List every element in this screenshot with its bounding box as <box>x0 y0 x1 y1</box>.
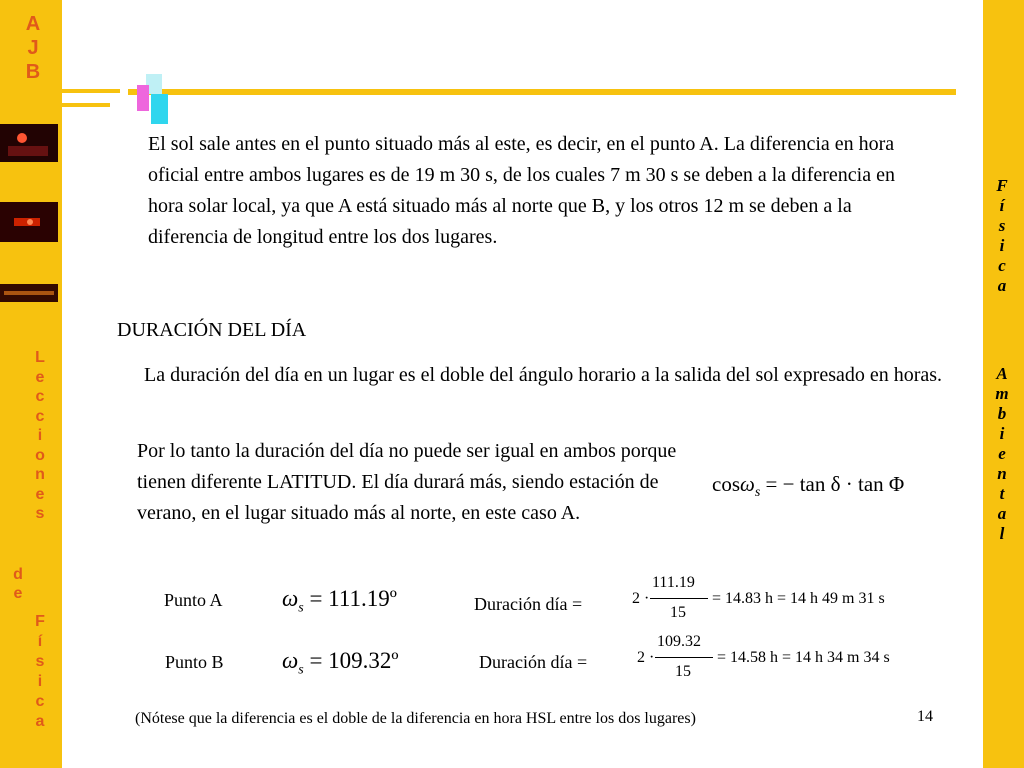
letter: d <box>13 566 23 583</box>
letter: J <box>27 37 39 59</box>
letter: o <box>35 446 45 464</box>
letter: L <box>35 349 45 366</box>
letter: i <box>37 427 43 444</box>
letter: s <box>35 653 45 670</box>
de-label <box>8 565 28 603</box>
letter: c <box>35 693 45 710</box>
deco-square-magenta <box>137 85 149 111</box>
letter: e <box>35 485 45 503</box>
letter: i <box>37 673 43 690</box>
ajb-logo <box>18 12 48 84</box>
letter: t <box>999 484 1005 503</box>
letter: n <box>997 464 1007 483</box>
fisica-right-label <box>990 176 1014 296</box>
header-line-left-bottom <box>62 103 110 107</box>
letter: c <box>998 256 1006 275</box>
letter: e <box>35 368 45 386</box>
section-heading: DURACIÓN DEL DÍA <box>117 319 307 341</box>
formula-cos-omega: cosω$_s$ = − tan δ · tan Φ <box>712 472 905 501</box>
thumbnail-image-2 <box>0 202 58 242</box>
letter: í <box>37 633 43 650</box>
letter: F <box>35 613 45 630</box>
letter: i <box>999 424 1005 443</box>
letter: í <box>999 196 1005 215</box>
ambiental-right-label <box>990 364 1014 544</box>
deco-square-cyan <box>151 94 168 124</box>
paragraph-sunrise: El sol sale antes en el punto situado más al este, es decir, en el punto A. La diferencia en hora oficial entre ambos lugares es de 19 m 30 s, de los cuales 7 m 30 s se deben a la diferencia en hora solar local, ya que A está situado más al norte que B, y los otros 12 m se deben a la diferencia de longitud entre los dos lugares. <box>148 133 895 248</box>
lecciones-label <box>28 348 52 524</box>
letter: l <box>999 524 1005 543</box>
header-line-left-top <box>62 89 120 93</box>
letter: a <box>997 276 1007 295</box>
letter: s <box>998 216 1006 235</box>
letter: c <box>35 407 45 425</box>
letter: c <box>35 388 45 405</box>
letter: e <box>998 444 1006 463</box>
punto-b-duracion-label: Duración día = <box>479 652 588 672</box>
thumbnail-image-3 <box>0 284 58 302</box>
letter: a <box>997 504 1007 523</box>
punto-b-label: Punto B <box>165 652 224 672</box>
letter: s <box>35 505 45 522</box>
letter: F <box>996 176 1008 195</box>
letter: n <box>35 466 45 483</box>
punto-b-omega: $\omega_s$ = 109.32º <box>282 648 399 678</box>
paragraph-latitude: Por lo tanto la duración del día no puede ser igual en ambos porque tienen diferente LATITUD. El día durará más, siendo estación de verano, en el lugar situado más al norte, en este caso A. <box>137 440 677 524</box>
punto-a-label: Punto A <box>164 590 223 610</box>
letter: e <box>13 585 23 602</box>
punto-a-omega: $\omega_s$ = 111.19º <box>282 586 397 616</box>
footnote: (Nótese que la diferencia es el doble de la diferencia en hora HSL entre los dos lugares) <box>135 710 696 727</box>
header-line-main <box>128 89 956 95</box>
fisica-left-label <box>28 612 52 732</box>
punto-a-duracion-label: Duración día = <box>474 594 583 614</box>
letter: A <box>25 13 41 35</box>
page-number: 14 <box>917 708 933 725</box>
paragraph-day-length: La duración del día en un lugar es el doble del ángulo horario a la salida del sol expresado en horas. <box>144 364 943 386</box>
letter: i <box>999 236 1005 255</box>
punto-a-duration-equation: 2 · 111.19 15 = 14.83 h = 14 h 49 m 31 s <box>632 574 885 621</box>
thumbnail-image-1 <box>0 124 58 162</box>
letter: b <box>997 404 1007 423</box>
letter: m <box>995 384 1009 403</box>
letter: a <box>35 713 45 730</box>
letter: A <box>996 364 1008 383</box>
punto-b-duration-equation: 2 · 109.32 15 = 14.58 h = 14 h 34 m 34 s <box>637 633 890 680</box>
letter: B <box>25 61 41 83</box>
